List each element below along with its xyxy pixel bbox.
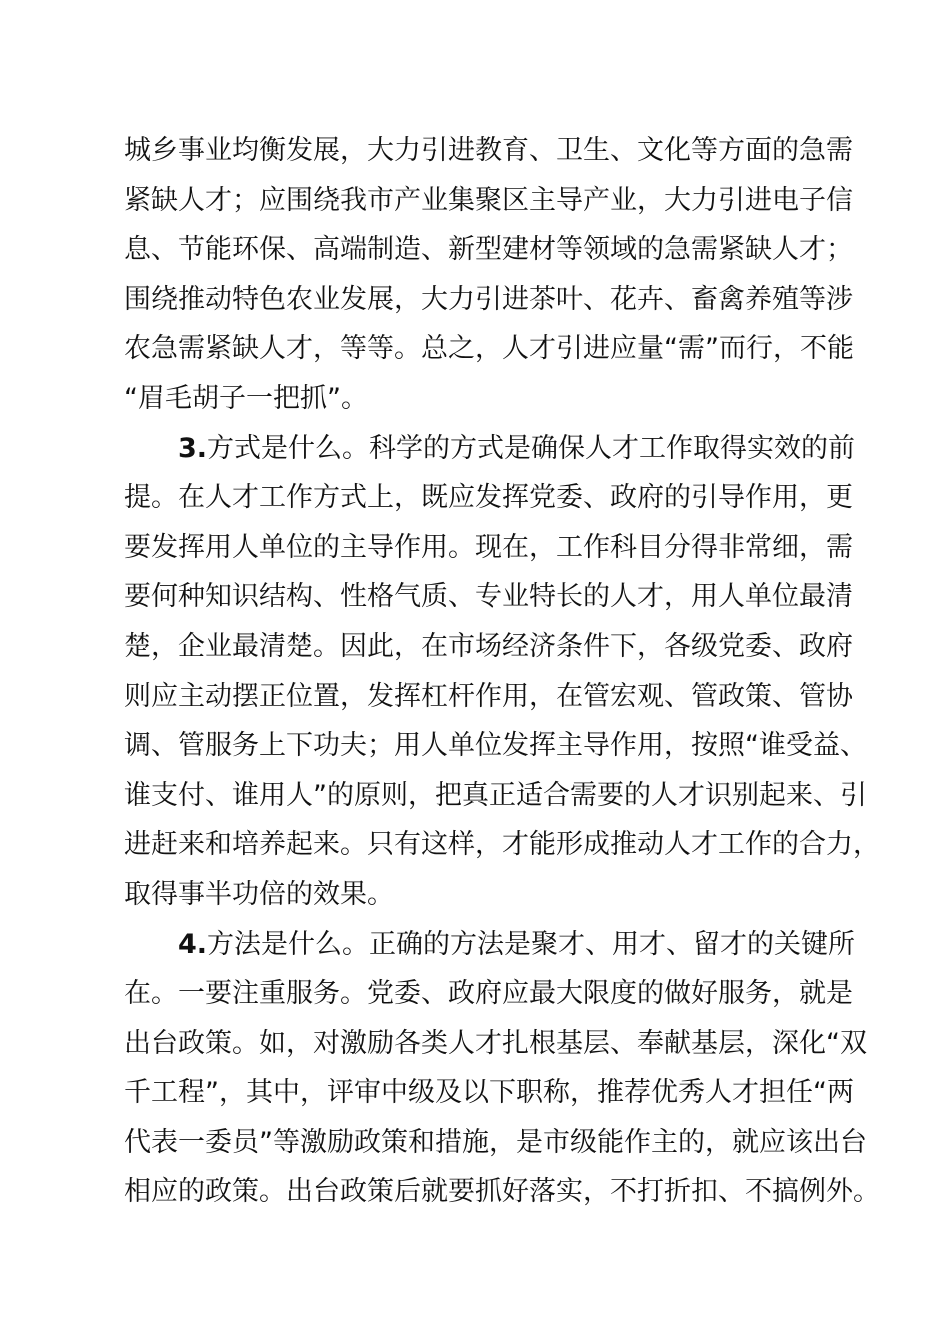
text-line: 进赶来和培养起来。只有这样，才能形成推动人才工作的合力， <box>124 829 880 861</box>
text-line: 调、管服务上下功夫；用人单位发挥主导作用，按照“谁受益、 <box>124 730 867 762</box>
text-line: 则应主动摆正位置，发挥杠杆作用，在管宏观、管政策、管协 <box>124 680 853 712</box>
paragraph-3 <box>124 920 880 1218</box>
paragraph-2 <box>124 424 880 920</box>
text-line: 息、节能环保、高端制造、新型建材等领域的急需紧缺人才； <box>124 234 853 266</box>
text-line: 提。在人才工作方式上，既应发挥党委、政府的引导作用，更 <box>124 482 853 514</box>
text-line: 紧缺人才；应围绕我市产业集聚区主导产业，大力引进电子信 <box>124 184 853 216</box>
document-body <box>124 126 880 1217</box>
text-line: 城乡事业均衡发展，大力引进教育、卫生、文化等方面的急需 <box>124 135 853 166</box>
text-line: 谁支付、谁用人”的原则，把真正适合需要的人才识别起来、引 <box>124 779 867 811</box>
paragraph-first-line <box>124 424 860 474</box>
text-run: 方式是什么。科学的方式是确保人才工作取得实效的前 <box>207 432 856 464</box>
text-line: 要发挥用人单位的主导作用。现在，工作科目分得非常细，需 <box>124 531 853 563</box>
text-line: 围绕推动特色农业发展，大力引进茶叶、花卉、畜禽养殖等涉 <box>124 283 853 315</box>
text-line: 在。一要注重服务。党委、政府应最大限度的做好服务，就是 <box>124 978 853 1010</box>
text-line: 相应的政策。出台政策后就要抓好落实，不打折扣、不搞例外。 <box>124 1176 880 1208</box>
paragraph-first-line <box>124 920 860 970</box>
section-number: 4. <box>178 928 208 960</box>
text-line: “眉毛胡子一把抓”。 <box>124 382 368 414</box>
text-run: 方法是什么。正确的方法是聚才、用才、留才的关键所 <box>207 928 856 960</box>
text-line: 农急需紧缺人才，等等。总之，人才引进应量“需”而行，不能 <box>124 333 854 365</box>
text-line: 要何种知识结构、性格气质、专业特长的人才，用人单位最清 <box>124 581 853 613</box>
text-line: 代表一委员”等激励政策和措施，是市级能作主的，就应该出台 <box>124 1126 867 1158</box>
text-line: 楚，企业最清楚。因此，在市场经济条件下，各级党委、政府 <box>124 630 853 662</box>
text-line: 千工程”，其中，评审中级及以下职称，推荐优秀人才担任“两 <box>124 1077 854 1109</box>
section-number: 3. <box>178 432 208 464</box>
paragraph-1 <box>124 126 860 424</box>
text-line: 出台政策。如，对激励各类人才扎根基层、奉献基层，深化“双 <box>124 1027 867 1059</box>
text-line: 取得事半功倍的效果。 <box>124 878 394 910</box>
